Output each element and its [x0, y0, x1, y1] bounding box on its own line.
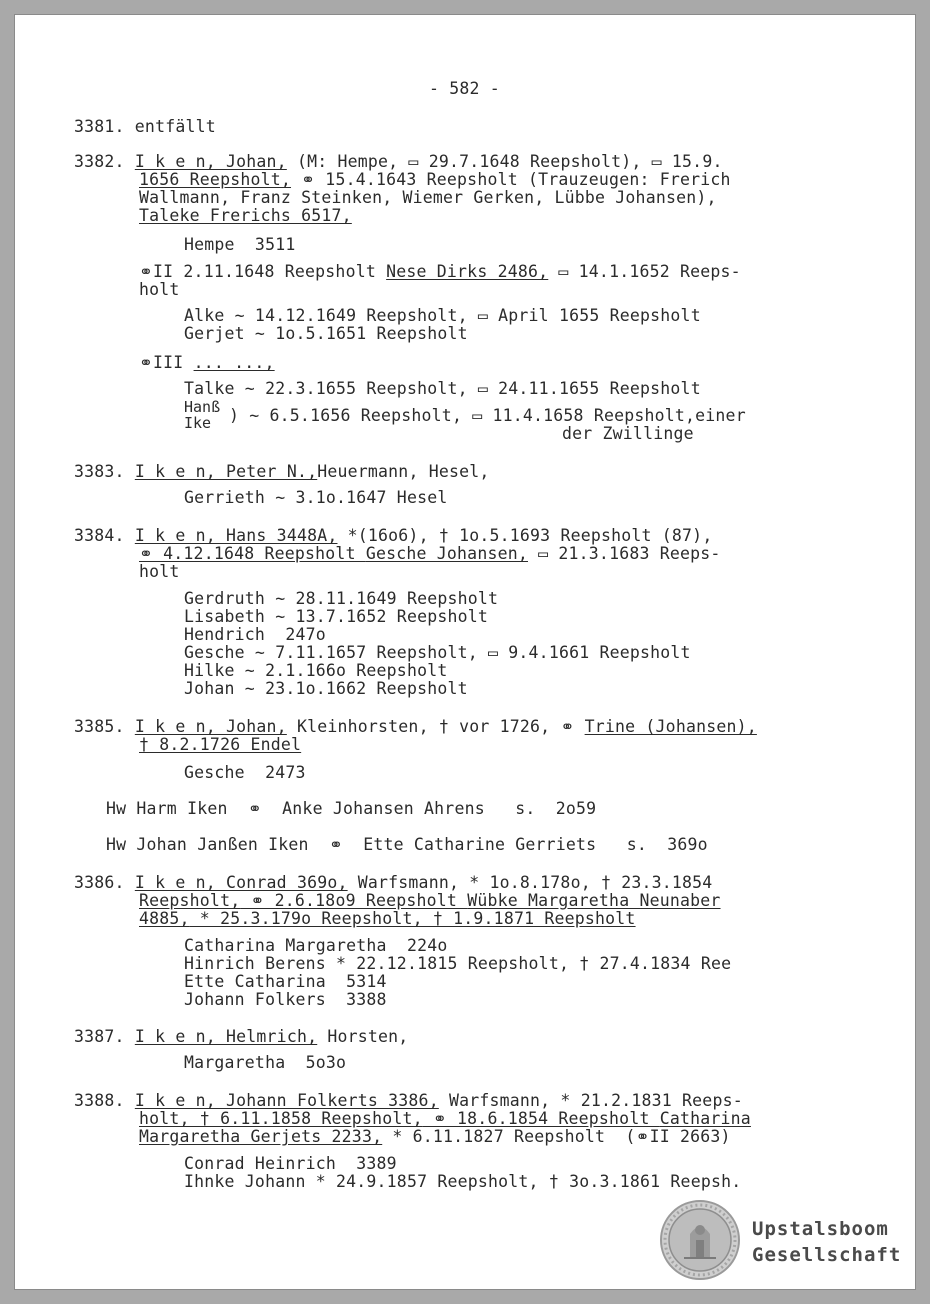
entry-text: Horsten, [317, 1027, 409, 1046]
underlined-text: 1656 Reepsholt, [139, 170, 292, 189]
entry-text: Kleinhorsten, † vor 1726, ⚭ [286, 717, 585, 736]
entry-text: ⚭ 15.4.1643 Reepsholt (Trauzeugen: Frerich [291, 170, 731, 189]
entry-3388-line1 [74, 1092, 743, 1110]
entry-3386-line1 [74, 874, 712, 892]
entry-number: 3383. [74, 462, 125, 481]
child-line: Lisabeth ~ 13.7.1652 Reepsholt [184, 607, 489, 626]
spouse-name: Catharina [659, 1109, 751, 1128]
logo-text-line2: Gesellschaft [752, 1244, 902, 1266]
entry-3387 [74, 1028, 408, 1046]
page-number: - 582 - [429, 79, 500, 98]
spouse-name: Wübke Margaretha Neunaber [467, 891, 721, 910]
underlined-text: ⚭ 4.12.1648 Reepsholt [139, 544, 366, 563]
twin-name: Hanß [184, 398, 221, 416]
entry-text: ⚭III [139, 353, 194, 372]
entry-number: 3382. [74, 152, 125, 171]
entry-3383 [74, 463, 490, 481]
entry-number: 3387. [74, 1027, 125, 1046]
child-line: Hilke ~ 2.1.166o Reepsholt [184, 661, 448, 680]
child-line: Gerdruth ~ 28.11.1649 Reepsholt [184, 589, 499, 608]
child-line: Hempe 3511 [184, 235, 296, 254]
child-line: Talke ~ 22.3.1655 Reepsholt, ▭ 24.11.1655 Reepsholt [184, 379, 701, 398]
entry-text: ▭ 21.3.1683 Reeps- [528, 544, 721, 563]
spouse-name: ... ..., [193, 353, 275, 372]
hw-reference: Hw Harm Iken ⚭ Anke Johansen Ahrens s. 2o59 [106, 799, 597, 818]
child-line: Conrad Heinrich 3389 [184, 1154, 397, 1173]
person-name: I k e n, Peter N., [134, 462, 318, 481]
entry-3382-line1 [74, 153, 723, 171]
spouse-name: Margaretha Gerjets 2233, [139, 1127, 383, 1146]
entry-text: Warfsmann, * 1o.8.178o, † 23.3.1854 [347, 873, 713, 892]
person-name: I k e n, Helmrich, [134, 1027, 318, 1046]
document-page [14, 14, 916, 1290]
logo-text-line1: Upstalsboom [752, 1218, 889, 1240]
entry-text: ▭ 14.1.1652 Reeps- [548, 262, 741, 281]
entry-text: * 6.11.1827 Reepsholt (⚭II 2663) [382, 1127, 731, 1146]
entry-text: Heuermann, Hesel, [317, 462, 490, 481]
spouse-name: Gesche Johansen, [365, 544, 528, 563]
entry-3388-line2 [139, 1110, 751, 1128]
entry-number: 3388. [74, 1091, 125, 1110]
twin-name: Ike [184, 414, 212, 432]
child-line: ) ~ 6.5.1656 Reepsholt, ▭ 11.4.1658 Reepsholt,einer [229, 406, 746, 425]
entry-text: ⚭II 2.11.1648 Reepsholt [139, 262, 387, 281]
spouse-name: Nese Dirks 2486, [386, 262, 549, 281]
entry-3382-line3: Wallmann, Franz Steinken, Wiemer Gerken, Lübbe Johansen), [139, 188, 717, 207]
entry-number: 3385. [74, 717, 125, 736]
child-line: Gesche 2473 [184, 763, 306, 782]
hw-reference: Hw Johan Janßen Iken ⚭ Ette Catharine Gerriets s. 369o [106, 835, 708, 854]
person-name: I k e n, Hans 3448A, [134, 526, 338, 545]
child-line: Alke ~ 14.12.1649 Reepsholt, ▭ April 1655 Reepsholt [184, 306, 701, 325]
entry-3382-line2 [139, 171, 731, 189]
entry-3386-line2 [139, 892, 721, 910]
child-line: Hendrich 247o [184, 625, 326, 644]
entry-text: * 25.3.179o Reepsholt, † 1.9.1871 Reepsholt [189, 909, 636, 928]
entry-text: (M: Hempe, ▭ 29.7.1648 Reepsholt), ▭ 15.9. [286, 152, 723, 171]
entry-3384-line1 [74, 527, 712, 545]
child-line: Ihnke Johann * 24.9.1857 Reepsholt, † 3o.3.1861 Reepsh. [184, 1172, 742, 1191]
child-line: Gerrieth ~ 3.1o.1647 Hesel [184, 488, 448, 507]
child-line: der Zwillinge [562, 424, 694, 443]
seal-logo-icon [660, 1200, 740, 1280]
child-line: Catharina Margaretha 224o [184, 936, 448, 955]
child-line: Margaretha 5o3o [184, 1053, 347, 1072]
person-name: I k e n, Johan, [134, 152, 287, 171]
entry-text: *(16o6), † 1o.5.1693 Reepsholt (87), [337, 526, 713, 545]
underlined-text: ⚭ 2.6.18o9 Reepsholt [240, 891, 468, 910]
spouse-name: Taleke Frerichs 6517, [139, 206, 352, 225]
entry-3381: 3381. entfällt [74, 117, 216, 136]
entry-text: holt [139, 562, 180, 581]
spouse-name: Trine (Johansen), [584, 717, 757, 736]
marriage-ii [139, 263, 741, 281]
child-line: Johann Folkers 3388 [184, 990, 387, 1009]
child-line: Gerjet ~ 1o.5.1651 Reepsholt [184, 324, 468, 343]
entry-3385-line1 [74, 718, 757, 736]
spouse-number: 4885, [139, 909, 190, 928]
person-name: I k e n, Johann Folkerts 3386, [134, 1091, 439, 1110]
marriage-iii [139, 354, 275, 372]
entry-number: 3384. [74, 526, 125, 545]
underlined-text: Reepsholt, [139, 891, 241, 910]
child-line: Hinrich Berens * 22.12.1815 Reepsholt, † 27.4.1834 Ree [184, 954, 732, 973]
person-name: I k e n, Johan, [134, 717, 287, 736]
child-line: Johan ~ 23.1o.1662 Reepsholt [184, 679, 468, 698]
underlined-text: holt, † 6.11.1858 Reepsholt, [139, 1109, 423, 1128]
entry-3386-line3 [139, 910, 636, 928]
entry-text: † 8.2.1726 Endel [139, 735, 302, 754]
person-name: I k e n, Conrad 369o, [134, 873, 348, 892]
entry-text: holt [139, 280, 180, 299]
entry-3384-line2 [139, 545, 721, 563]
entry-3388-line3 [139, 1128, 731, 1146]
entry-text: Warfsmann, * 21.2.1831 Reeps- [438, 1091, 743, 1110]
child-line: Ette Catharina 5314 [184, 972, 387, 991]
child-line: Gesche ~ 7.11.1657 Reepsholt, ▭ 9.4.1661 Reepsholt [184, 643, 691, 662]
underlined-text: ⚭ 18.6.1854 Reepsholt [422, 1109, 660, 1128]
entry-number: 3386. [74, 873, 125, 892]
